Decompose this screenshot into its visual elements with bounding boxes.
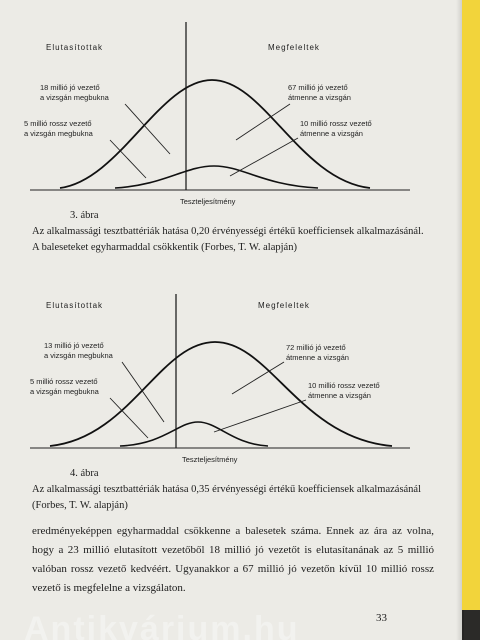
annot-good-pass-line2: átmenne a vizsgán [288,93,351,102]
annot-bad-fail-line2: a vizsgán megbukna [24,129,93,138]
annot-good-fail-line2: a vizsgán megbukna [40,93,109,102]
watermark-logo: Antikvárium.hu [24,610,300,640]
figure-4-number: 4. ábra [70,468,99,479]
annot-bad-pass-line1: 10 millió rossz vezető [300,119,372,128]
figure-3-caption [32,208,432,256]
page-number: 33 [376,612,387,624]
rejected-label: Elutasítottak [46,301,104,310]
x-axis-label: Teszteljesítmény [180,197,236,206]
arrow-good-fail [122,362,164,422]
annot-good-pass-line2: átmenne a vizsgán [286,353,349,362]
figure-3-number: 3. ábra [70,210,99,221]
figure-3 [0,20,462,210]
x-axis-label: Teszteljesítmény [182,455,238,464]
figure-4 [0,288,462,468]
annot-good-pass-line1: 67 millió jó vezető [288,83,348,92]
figure-4-caption [32,466,432,514]
arrow-bad-pass [230,138,298,176]
passed-label: Megfeleltek [258,301,310,310]
annot-bad-pass-line1: 10 millió rossz vezető [308,381,380,390]
body-paragraph: eredményeképpen egyharmaddal csökkenne a balesetek száma. Ennek az ára az volna, hogy a 23 millió elutasított vezetőből 18 millió jó vezetőt is elutasítanának az 5 millió valóban rossz vezető kedvéért. Ugyanakkor a 67 millió jó vezetőn kívül 10 millió rossz vezető is megfelelne a vizsgálaton. [32,525,434,594]
annot-bad-fail-line2: a vizsgán megbukna [30,387,99,396]
annot-bad-pass-line2: átmenne a vizsgán [308,391,371,400]
annot-bad-fail-line1: 5 millió rossz vezető [30,377,98,386]
bad-drivers-curve [120,422,268,446]
figure-3-diagram [0,20,462,210]
figure-4-caption-text: Az alkalmassági tesztbattériák hatása 0,35 érvényességi értékű koefficiensek alkalmazásánál (Forbes, T. W. alapján) [32,484,422,511]
arrow-bad-fail [110,140,146,178]
annot-good-fail-line1: 18 millió jó vezető [40,83,100,92]
annot-bad-pass-line2: átmenne a vizsgán [300,129,363,138]
rejected-label: Elutasítottak [46,43,104,52]
passed-label: Megfeleltek [268,43,320,52]
annot-good-pass-line1: 72 millió jó vezető [286,343,346,352]
arrow-bad-pass [214,400,306,432]
yellow-cover-edge [462,0,480,610]
annot-good-fail-line1: 13 millió jó vezető [44,341,104,350]
annot-good-fail-line2: a vizsgán megbukna [44,351,113,360]
figure-4-diagram [0,288,462,468]
arrow-good-fail [125,104,170,154]
annot-bad-fail-line1: 5 millió rossz vezető [24,119,92,128]
figure-3-caption-text: Az alkalmassági tesztbattériák hatása 0,20 érvényességi értékű koefficiensek alkalmazásánál. A baleseteket egyharmaddal csökkentik (Forbes, T. W. alapján) [32,226,424,253]
